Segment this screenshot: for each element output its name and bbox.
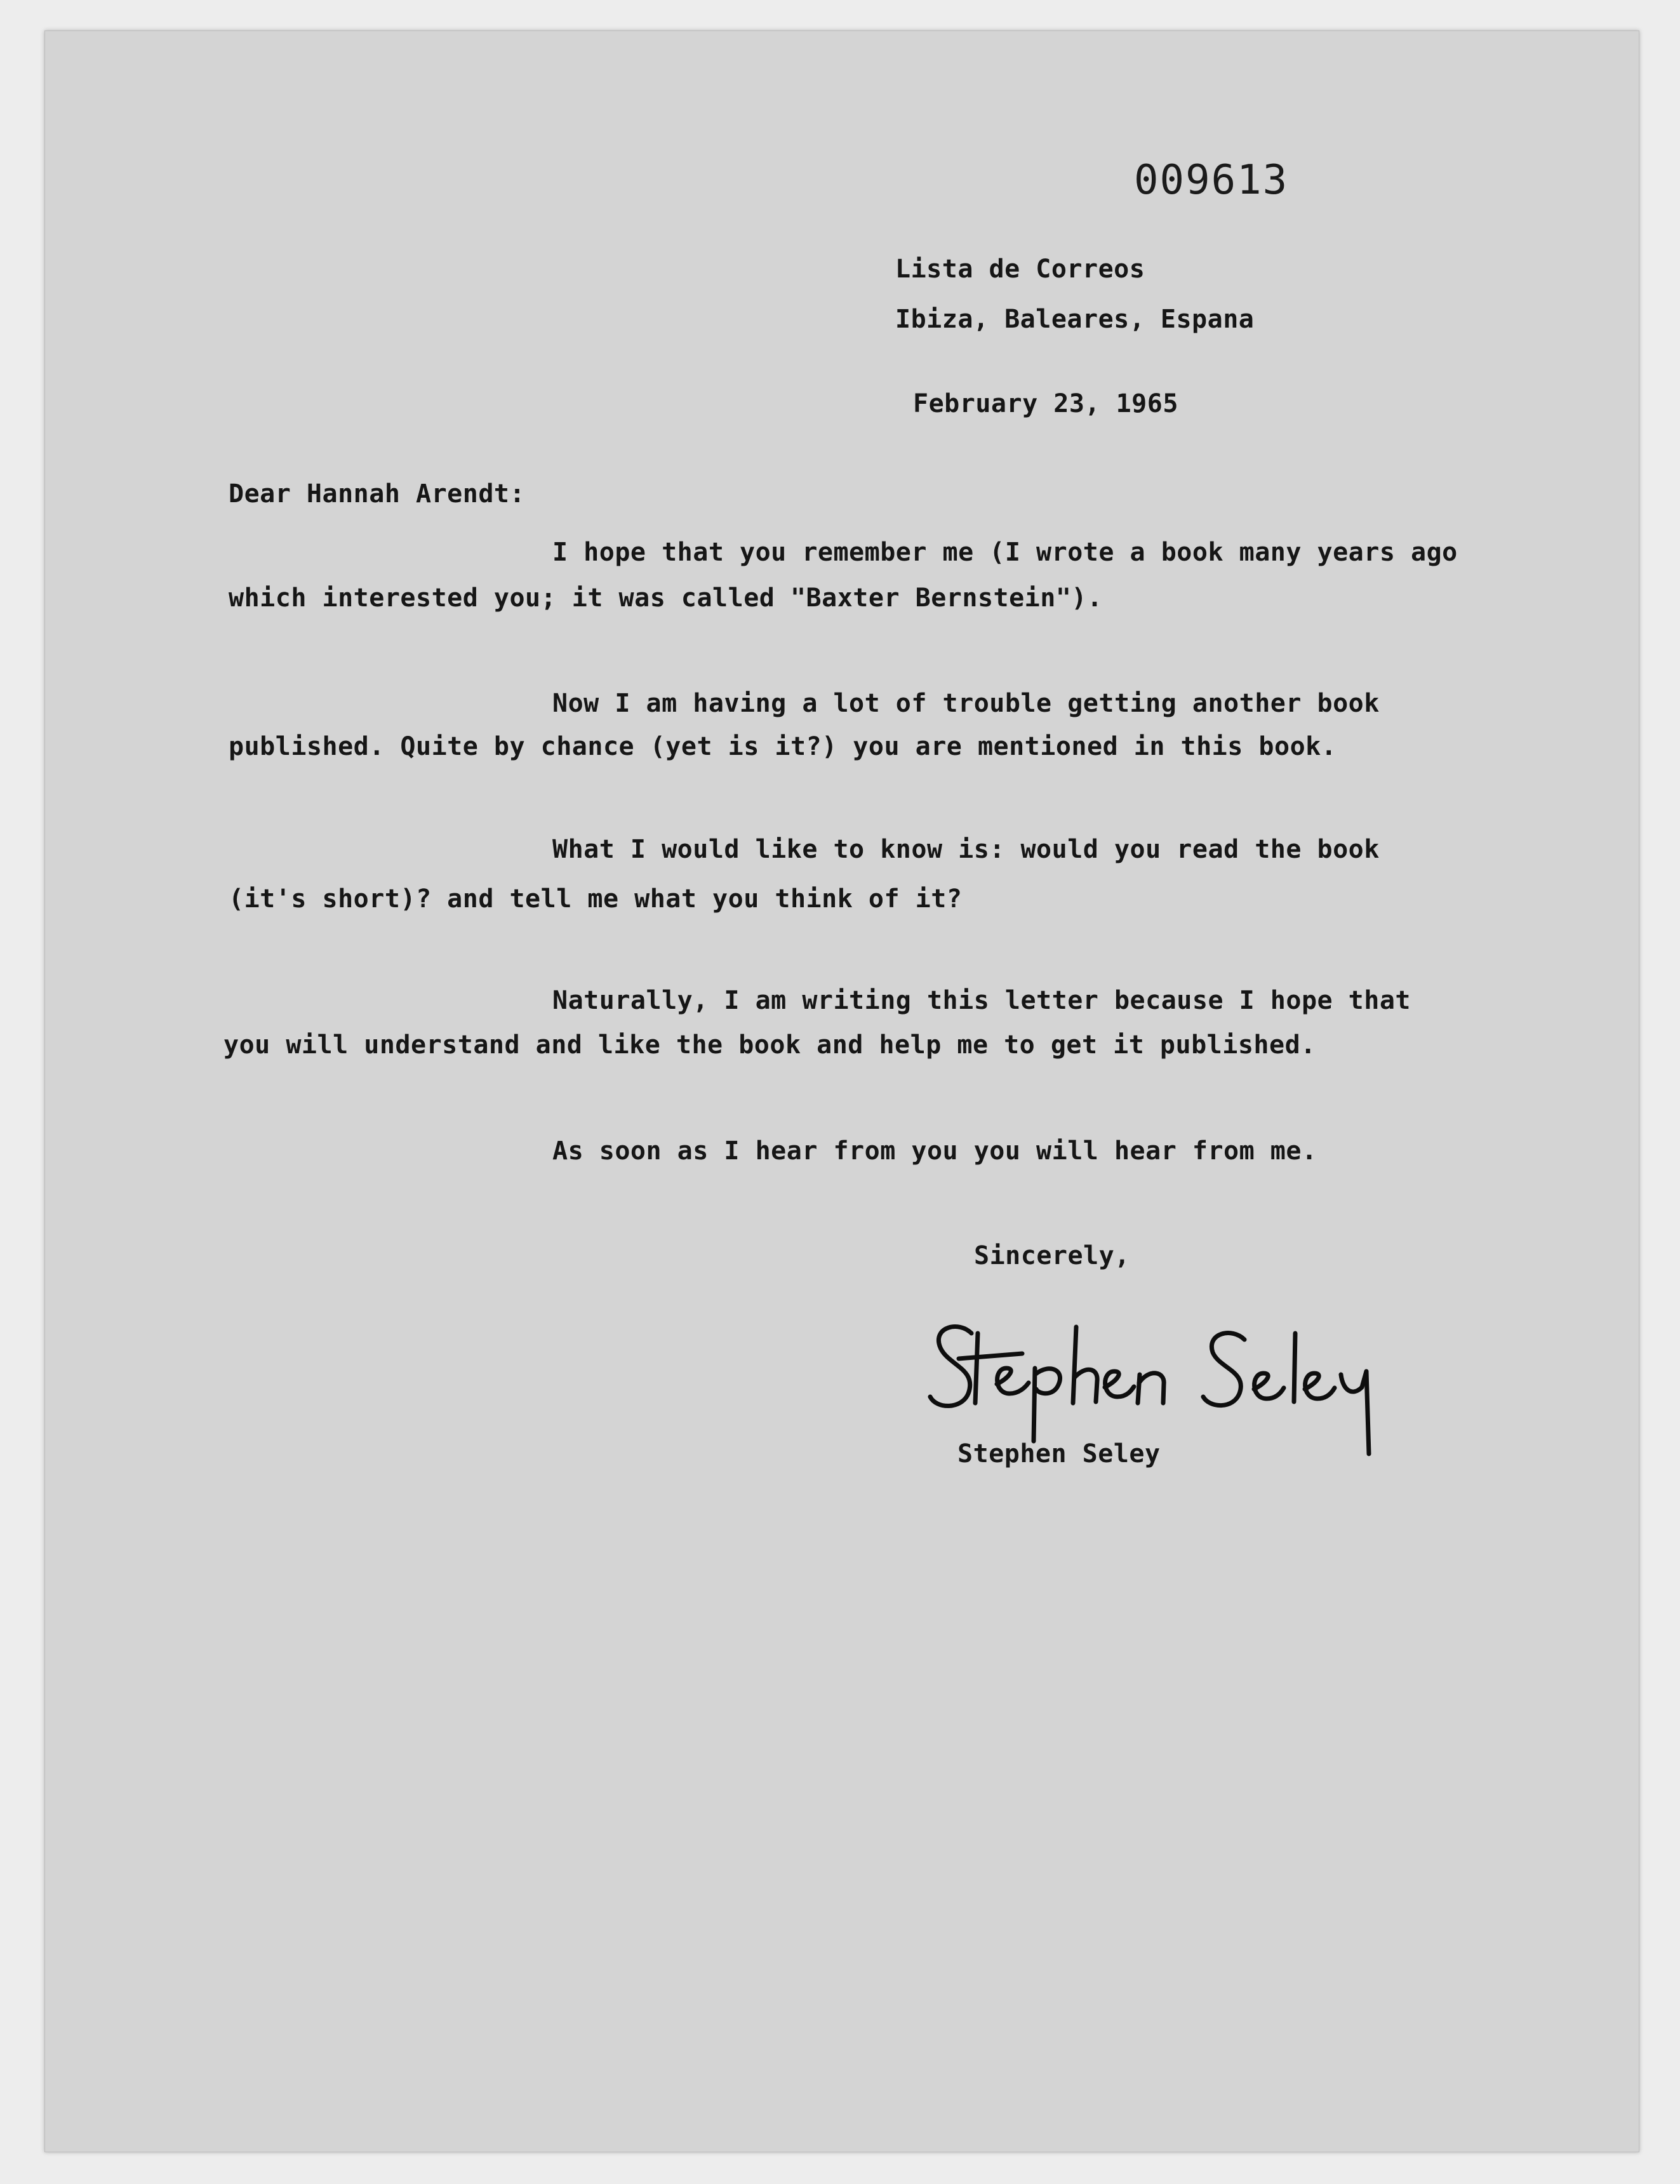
letter-date: February 23, 1965 xyxy=(913,389,1178,418)
closing: Sincerely, xyxy=(974,1241,1130,1270)
document-number: 009613 xyxy=(1134,157,1289,204)
paragraph-4-line-1: Naturally, I am writing this letter because I hope that xyxy=(552,986,1411,1015)
paragraph-1-line-2: which interested you; it was called "Baxter Bernstein"). xyxy=(229,583,1103,613)
salutation: Dear Hannah Arendt: xyxy=(229,479,526,509)
paragraph-2-line-2: published. Quite by chance (yet is it?) you are mentioned in this book. xyxy=(229,732,1337,761)
letter-page xyxy=(44,30,1639,2152)
paragraph-3-line-2: (it's short)? and tell me what you think of it? xyxy=(229,884,963,914)
typed-signature: Stephen Seley xyxy=(957,1439,1161,1468)
paragraph-1-line-1: I hope that you remember me (I wrote a book many years ago xyxy=(552,538,1458,567)
address-line-2: Ibiza, Baleares, Espana xyxy=(895,305,1255,334)
paragraph-2-line-1: Now I am having a lot of trouble getting another book xyxy=(552,689,1380,718)
address-line-1: Lista de Correos xyxy=(895,255,1145,284)
paragraph-3-line-1: What I would like to know is: would you read the book xyxy=(552,835,1380,864)
paragraph-4-line-2: you will understand and like the book and help me to get it published. xyxy=(223,1030,1316,1060)
paragraph-5-line-1: As soon as I hear from you you will hear from me. xyxy=(552,1136,1317,1166)
